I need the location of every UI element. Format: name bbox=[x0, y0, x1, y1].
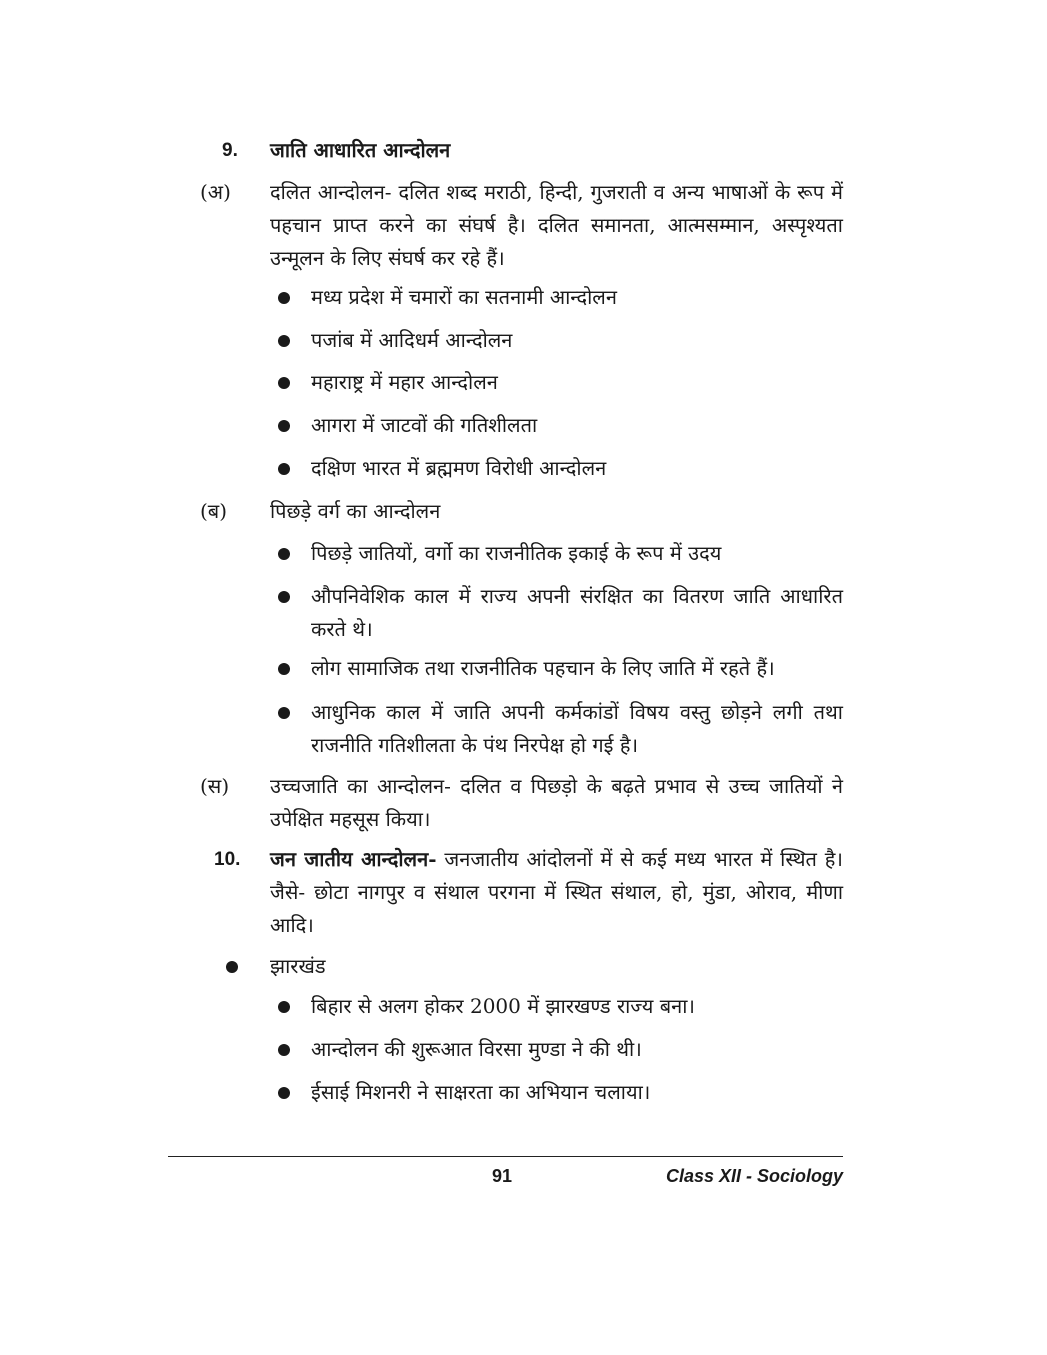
list-item-text: पजांब में आदिधर्म आन्दोलन bbox=[311, 328, 513, 352]
list-item-text: दक्षिण भारत में ब्रह्ममण विरोधी आन्दोलन bbox=[311, 456, 607, 480]
bullet-icon bbox=[278, 463, 290, 475]
list-item-text: लोग सामाजिक तथा राजनीतिक पहचान के लिए जाति में रहते हैं। bbox=[311, 656, 775, 680]
bullet-icon bbox=[278, 1087, 290, 1099]
subsection-text: दलित आन्दोलन- दलित शब्द मराठी, हिन्दी, गुजराती व अन्य भाषाओं के रूप में पहचान प्राप्त करने का संघर्ष है। दलित समानता, आत्मसम्मान, अस्पृश्यता उन्मूलन के लिए संघर्ष कर रहे हैं। bbox=[270, 180, 843, 270]
list-item-text: पिछड़े जातियों, वर्गो का राजनीतिक इकाई के रूप में उदय bbox=[311, 541, 722, 565]
list-item-text: महाराष्ट्र में महार आन्दोलन bbox=[311, 370, 498, 394]
list-item-text: झारखंड bbox=[270, 954, 326, 978]
bullet-icon bbox=[278, 591, 290, 603]
bullet-icon bbox=[278, 1044, 290, 1056]
section-body: जनजातीय आंदोलनों में से कई मध्य भारत में स्थित है। जैसे- छोटा नागपुर व संथाल परगना में स्थित संथाल, हो, मुंडा, ओराव, मीणा आदि। bbox=[270, 847, 843, 937]
section-title: जाति आधारित आन्दोलन bbox=[270, 138, 451, 162]
bullet-icon bbox=[278, 1001, 290, 1013]
subsection-label: (अ) bbox=[200, 180, 231, 204]
section-number: 10. bbox=[214, 849, 241, 870]
section-number: 9. bbox=[222, 140, 238, 161]
bullet-icon bbox=[278, 548, 290, 560]
bullet-icon bbox=[278, 335, 290, 347]
bullet-icon bbox=[278, 663, 290, 675]
bullet-icon bbox=[278, 292, 290, 304]
book-title: Class XII - Sociology bbox=[665, 1166, 843, 1186]
bullet-icon bbox=[278, 707, 290, 719]
bullet-icon bbox=[278, 420, 290, 432]
footer-divider bbox=[168, 1156, 843, 1157]
section-text bbox=[270, 843, 843, 942]
bullet-icon bbox=[278, 377, 290, 389]
subsection-text: पिछड़े वर्ग का आन्दोलन bbox=[270, 499, 441, 523]
section-title: जन जातीय आन्दोलन- bbox=[270, 847, 437, 871]
subsection-text: उच्चजाति का आन्दोलन- दलित व पिछड़ो के बढ़ते प्रभाव से उच्च जातियों ने उपेक्षित महसूस किया। bbox=[270, 774, 843, 831]
subsection-label: (ब) bbox=[200, 499, 228, 523]
list-item-text: मध्य प्रदेश में चमारों का सतनामी आन्दोलन bbox=[311, 285, 617, 309]
subsection-label: (स) bbox=[200, 774, 230, 798]
page-number: 91 bbox=[492, 1166, 513, 1186]
list-item-text: आधुनिक काल में जाति अपनी कर्मकांडों विषय वस्तु छोड़ने लगी तथा राजनीति गतिशीलता के पंथ निरपेक्ष हो गई है। bbox=[311, 700, 843, 757]
list-item-text: ईसाई मिशनरी ने साक्षरता का अभियान चलाया। bbox=[311, 1080, 651, 1104]
list-item-text: बिहार से अलग होकर 2000 में झारखण्ड राज्य बना। bbox=[311, 994, 695, 1018]
bullet-icon bbox=[226, 961, 238, 973]
list-item-text: औपनिवेशिक काल में राज्य अपनी संरक्षित का वितरण जाति आधारित करते थे। bbox=[311, 584, 843, 641]
list-item-text: आन्दोलन की शुरूआत विरसा मुण्डा ने की थी। bbox=[311, 1037, 642, 1061]
list-item-text: आगरा में जाटवों की गतिशीलता bbox=[311, 413, 538, 437]
